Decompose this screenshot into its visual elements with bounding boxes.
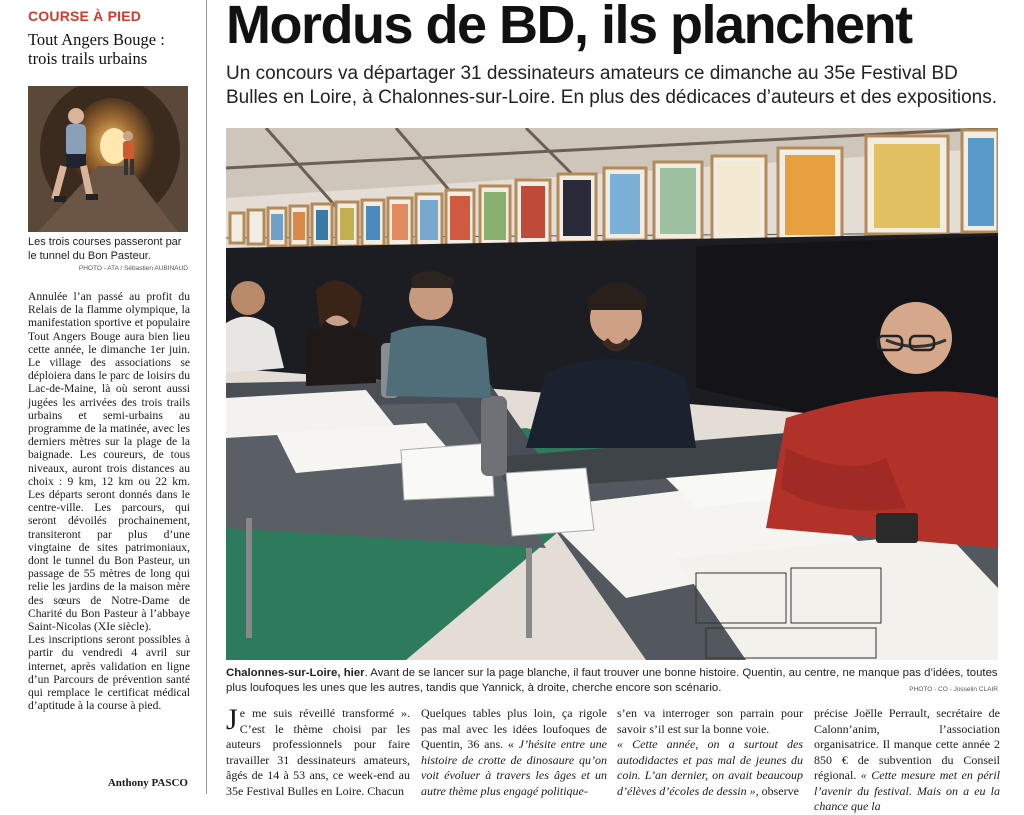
caption-lead: Chalonnes-sur-Loire, hier	[226, 667, 365, 679]
column-4-text: précise Joëlle Perrault, secrétaire de Calonn’anim, l’association organisatrice. Il manque cette année 2 850 € de subvention du Conseil régional.	[814, 706, 1000, 782]
contest-photo	[226, 128, 998, 660]
sidebar-paragraph: Les inscriptions seront possibles à partir du vendredi 4 avril sur internet, après validation en ligne d’un Parcours de prévention santé qui remplace le certificat médical d’aptitude à la course à pied.	[28, 633, 190, 713]
article-headline: Mordus de BD, ils planchent	[226, 0, 912, 55]
column-1-text: e me suis réveillé transformé ». C’est le thème choisi par les auteurs professionnels pour faire travailler 31 dessinateurs amateurs, âgés de 14 à 53 ans, ce week-end au 35e Festival Bulles en Loire. Chacun	[226, 706, 410, 798]
caption-text: . Avant de se lancer sur la page blanche, il faut trouver une bonne histoire. Quentin, au centre, ne manque pas d’idées, toutes plus loufoques les unes que les autres, tandis que Yannick, à droite, cherche encore son scénario.	[226, 667, 998, 694]
sidebar-body	[28, 290, 190, 713]
column-3-quote: « Cette année, on a surtout des autodidactes et pas mal de jeunes du coin. L’an dernier, on avait beaucoup d’élèves d’écoles de dessin »	[617, 737, 803, 798]
body-column-1	[226, 703, 410, 799]
contest-photo-credit: PHOTO - CO - Josselin CLAIR	[909, 686, 998, 693]
article-standfirst: Un concours va départager 31 dessinateurs amateurs ce dimanche au 35e Festival BD Bulles en Loire, à Chalonnes-sur-Loire. En plus des dédicaces d’auteurs et des expositions.	[226, 63, 998, 108]
tunnel-photo	[28, 86, 188, 232]
body-column-2	[421, 706, 607, 799]
sidebar-title: Tout Angers Bouge : trois trails urbains	[28, 30, 165, 68]
sidebar-author: Anthony PASCO	[107, 777, 188, 789]
column-2-quote: J’hésite entre une histoire de crotte de dinosaure qu’on voit évoluer à travers les âges et un autre thème plus engagé politique-	[421, 737, 608, 798]
section-kicker: COURSE À PIED	[28, 8, 142, 24]
tunnel-photo-credit: PHOTO - ATA / Sébastien AUBINAUD	[78, 265, 188, 272]
tunnel-photo-caption: Les trois courses passeront par le tunnel du Bon Pasteur.	[28, 236, 182, 262]
column-4-quote: « Cette mesure met en péril l’avenir du festival. Mais on a eu la chance que la	[814, 768, 1000, 813]
column-3-end: , observe	[755, 783, 799, 798]
drop-cap: J	[226, 703, 238, 736]
sidebar-paragraph: Annulée l’an passé au profit du Relais de la flamme olympique, la manifestation sportive et populaire Tout Angers Bouge aura bien lieu cette année, le dimanche 1er juin. Le village des associations se déploiera dans le parc de loisirs du Lac-de-Maine, là où seront aussi jugées les arrivées des trois trails urbains et semi-urbains au programme de la matinée, avec les derniers mètres sur la plage de la baignade. Les coureurs, de tous niveaux, auront trois distances au choix : 9 km, 12 km ou 22 km. Les départs seront donnés dans le centre-ville. Les parcours, qui seront dévoilés prochainement, transiteront par plus d’une vingtaine de sites patrimoniaux, dont le tunnel du Bon Pasteur, un passage de 55 mètres de long qui relie les jardins de la maison mère des sœurs de Notre-Dame de Charité du Bon Pasteur à l’abbaye Saint-Nicolas (XIe siècle).	[28, 290, 190, 634]
body-column-4	[814, 706, 1000, 815]
body-column-3	[617, 706, 803, 799]
column-divider	[206, 0, 207, 794]
column-2-text: Quelques tables plus loin, ça rigole pas mal avec les idées loufoques de Quentin, 36 ans. «	[421, 706, 607, 751]
column-3-text: s’en va interroger son parrain pour savoir s’il est sur la bonne voie.	[617, 706, 803, 736]
